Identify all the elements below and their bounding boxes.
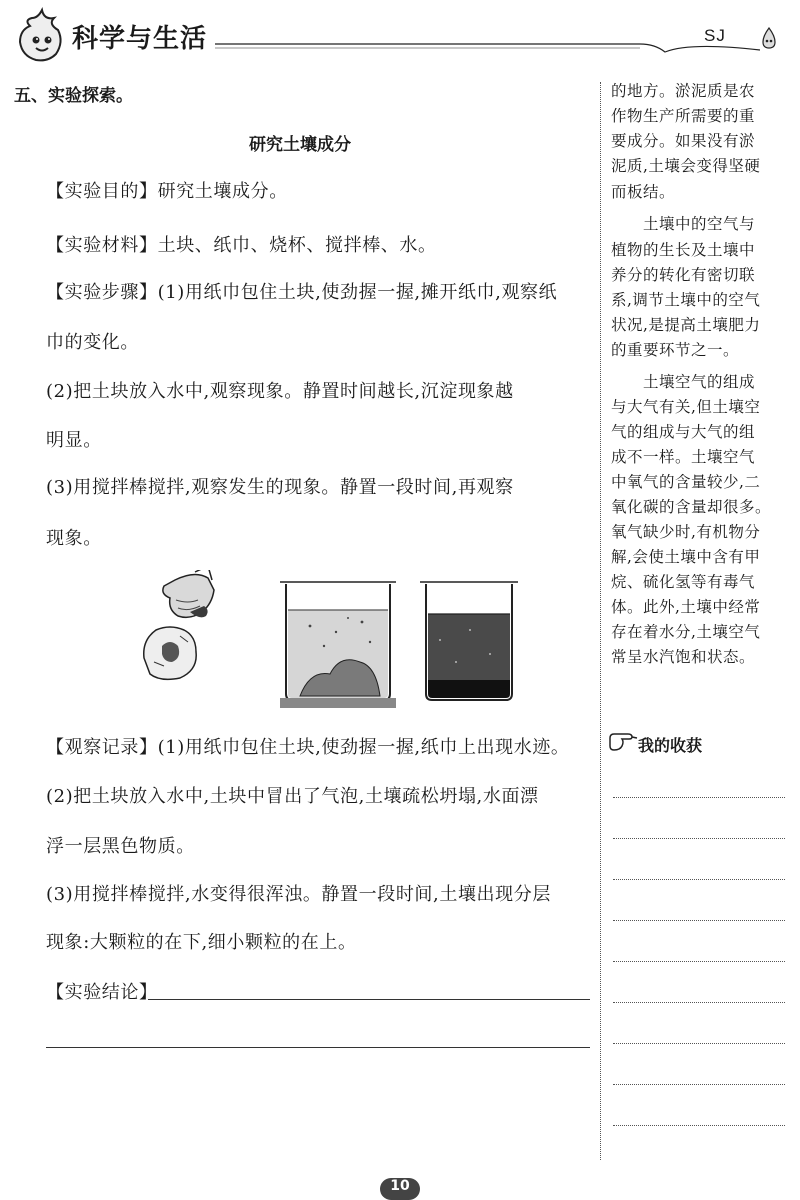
experiment-illustration — [140, 570, 620, 710]
side-text-line: 氧化碳的含量却很多。 — [611, 498, 772, 516]
side-text-line: 的重要环节之一。 — [611, 341, 740, 359]
side-text-line: 养分的转化有密切联 — [611, 266, 756, 284]
side-text-line: 状况,是提高土壤肥力 — [611, 316, 761, 334]
harvest-title: 我的收获 — [638, 736, 703, 755]
text-line: 【观察记录】(1)用纸巾包住土块,使劲握一握,纸巾上出现水迹。 — [46, 737, 570, 758]
side-text-line: 气的组成与大气的组 — [611, 423, 756, 441]
note-line[interactable] — [613, 1125, 785, 1126]
text-line: 【实验材料】土块、纸巾、烧杯、搅拌棒、水。 — [46, 235, 437, 256]
side-text-line: 解,会使土壤中含有甲 — [611, 548, 761, 566]
side-text-line: 氧气缺少时,有机物分 — [611, 523, 761, 541]
conclusion-answer-line-2[interactable] — [46, 1047, 590, 1048]
note-line[interactable] — [613, 797, 785, 798]
side-text-line: 烷、硫化氢等有毒气 — [611, 573, 756, 591]
side-text-line: 植物的生长及土壤中 — [611, 241, 756, 259]
note-line[interactable] — [613, 961, 785, 962]
main-column — [0, 75, 600, 1155]
side-text-line: 与大气有关,但土壤空 — [611, 398, 761, 416]
note-line[interactable] — [613, 1084, 785, 1085]
pointing-hand-icon — [608, 730, 638, 754]
side-text-line: 常呈水汽饱和状态。 — [611, 648, 756, 666]
side-text-line: 泥质,土壤会变得坚硬 — [611, 157, 761, 175]
side-text-line: 土壤空气的组成 — [611, 373, 756, 391]
column-divider — [600, 82, 601, 1160]
side-text-line: 而板结。 — [611, 183, 676, 201]
soil-clump-icon — [144, 627, 196, 679]
beaker-with-soil-icon — [280, 582, 396, 708]
text-line: 明显。 — [46, 430, 102, 451]
edition-tag: SJ — [704, 26, 726, 45]
text-line: (3)用搅拌棒搅拌,观察发生的现象。静置一段时间,再观察 — [46, 477, 514, 498]
section-heading: 五、实验探索。 — [14, 86, 133, 106]
text-line: 巾的变化。 — [46, 332, 139, 353]
note-line[interactable] — [613, 920, 785, 921]
side-text-line: 系,调节土壤中的空气 — [611, 291, 761, 309]
text-line: 现象:大颗粒的在下,细小颗粒的在上。 — [46, 932, 357, 953]
conclusion-label: 【实验结论】 — [46, 982, 158, 1003]
text-line: 浮一层黑色物质。 — [46, 836, 195, 857]
note-line[interactable] — [613, 879, 785, 880]
drop-icon — [758, 26, 780, 52]
brand-title: 科学与生活 — [72, 24, 208, 54]
side-text-line: 成不一样。土壤空气 — [611, 448, 756, 466]
side-text-line: 要成分。如果没有淤 — [611, 132, 756, 150]
conclusion-answer-line-1[interactable] — [148, 999, 590, 1000]
side-text-line: 存在着水分,土壤空气 — [611, 623, 761, 641]
text-line: 【实验目的】研究土壤成分。 — [46, 181, 288, 202]
note-line[interactable] — [613, 1002, 785, 1003]
side-text-line: 作物生产所需要的重 — [611, 107, 756, 125]
experiment-title: 研究土壤成分 — [249, 135, 351, 155]
page-number: 10 — [380, 1178, 420, 1200]
hand-squeezing-soil-icon — [163, 570, 214, 617]
text-line: (3)用搅拌棒搅拌,水变得很浑浊。静置一段时间,土壤出现分层 — [46, 884, 551, 905]
side-text-line: 中氧气的含量较少,二 — [611, 473, 761, 491]
note-line[interactable] — [613, 838, 785, 839]
note-line[interactable] — [613, 1043, 785, 1044]
text-line: (2)把土块放入水中,观察现象。静置时间越长,沉淀现象越 — [46, 381, 514, 402]
text-line: 现象。 — [46, 528, 102, 549]
text-line: (2)把土块放入水中,土块中冒出了气泡,土壤疏松坍塌,水面漂 — [46, 786, 539, 807]
page-header — [0, 0, 800, 70]
beaker-settled-layers-icon — [420, 582, 518, 700]
side-text-line: 的地方。淤泥质是农 — [611, 82, 756, 100]
mascot-logo-icon — [14, 6, 70, 64]
side-text-line: 体。此外,土壤中经常 — [611, 598, 761, 616]
text-line: 【实验步骤】(1)用纸巾包住土块,使劲握一握,摊开纸巾,观察纸 — [46, 282, 558, 303]
side-text-line: 土壤中的空气与 — [611, 215, 756, 233]
